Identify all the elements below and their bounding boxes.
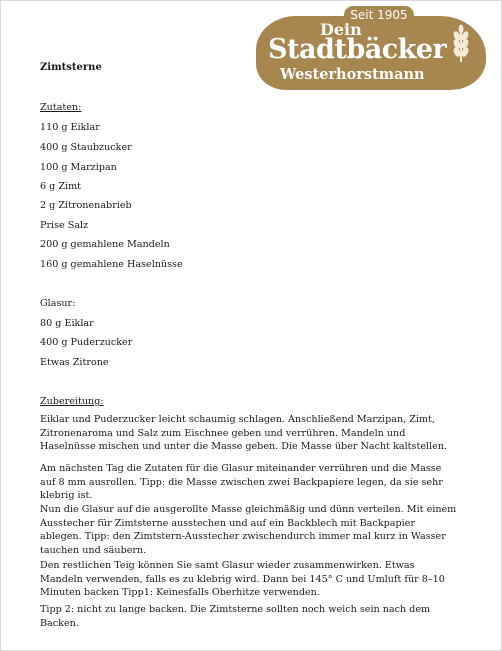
ingredient-item: 100 g Marzipan [40,162,117,173]
glaze-item: 400 g Puderzucker [40,337,133,348]
ingredient-item: Prise Salz [40,220,89,231]
ingredient-item: 160 g gemahlene Haselnüsse [40,259,183,270]
ingredient-item: 110 g Eiklar [40,122,100,133]
preparation-step: Den restlichen Teig können Sie samt Glasur wieder zusammenwirken. Etwas Mandeln verwenden, falls es zu klebrig wird. Dann bei 145° C und Umluft für 8–10 Minuten backen Tipp1: Keinesfalls Oberhitze verwenden. [40,560,445,599]
logo-name: Stadtbäcker [268,34,447,65]
ingredient-item: 400 g Staubzucker [40,142,132,153]
ingredient-item: 2 g Zitronenabrieb [40,200,132,211]
glaze-item: 80 g Eiklar [40,318,94,329]
ingredient-item: 6 g Zimt [40,181,82,192]
bakery-logo [256,6,486,90]
logo-subname: Westerhorstmann [280,66,425,83]
preparation-step: Tipp 2: nicht zu lange backen. Die Zimtsterne sollten noch weich sein nach dem Backen. [40,604,431,629]
preparation-step: Eiklar und Puderzucker leicht schaumig schlagen. Anschließend Marzipan, Zimt, Zitronenaroma und Salz zum Eischnee geben und verrühren. Mandeln und Haselnüsse mischen und unter die Masse geben. Die Masse über Nacht kaltstellen. [40,414,448,453]
glaze-item: Etwas Zitrone [40,357,109,368]
logo-since: Seit 1905 [344,6,414,24]
logo-dein: Dein [320,20,362,39]
wheat-icon [446,24,476,64]
ingredients-heading: Zutaten: [40,102,82,113]
recipe-title: Zimtsterne [40,62,102,73]
preparation-step: Nun die Glasur auf die ausgerollte Masse gleichmäßig und dünn verteilen. Mit einem Ausstecher für Zimtsterne ausstechen und auf ein Backblech mit Backpapier ablegen. Tipp: den Zimtstern-Ausstecher zwischendurch immer mal kurz in Wasser tauchen und säubern. [40,504,457,556]
glaze-heading: Glasur: [40,298,76,309]
preparation-step: Am nächsten Tag die Zutaten für die Glasur miteinander verrühren und die Masse auf 8 mm ausrollen. Tipp: die Masse zwischen zwei Backpapiere legen, da sie sehr klebrig ist. [40,463,443,502]
preparation-heading: Zubereitung: [40,396,104,407]
ingredient-item: 200 g gemahlene Mandeln [40,239,170,250]
